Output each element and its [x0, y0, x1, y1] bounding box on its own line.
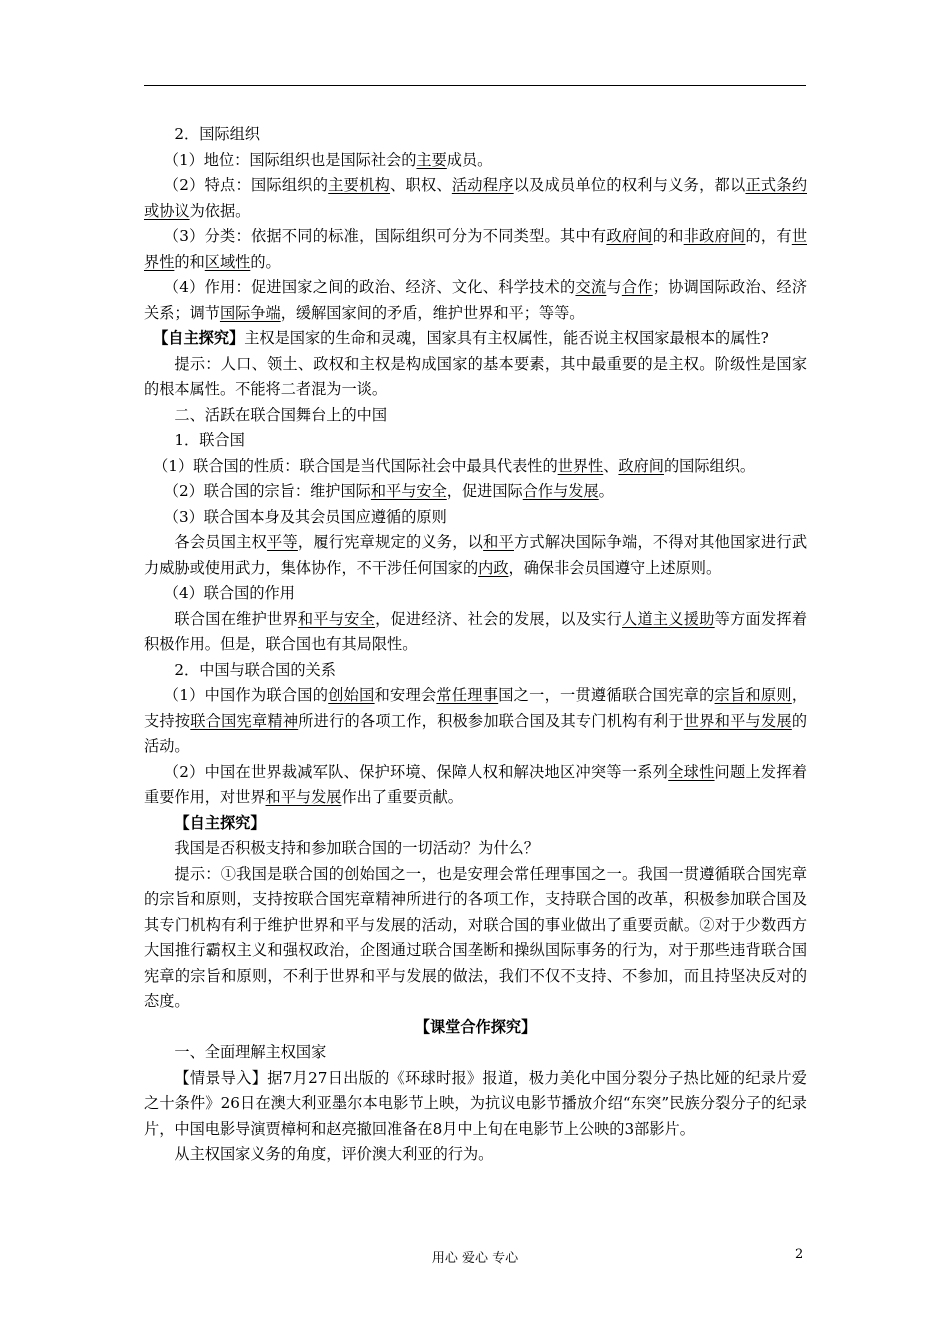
underlined-term: 主要机构	[328, 176, 391, 194]
text-run: （3）分类：依据不同的标准，国际组织可分为不同类型。其中有	[163, 227, 607, 245]
text-run: 、职权、	[390, 176, 452, 194]
text-run: 各会员国主权	[174, 533, 268, 551]
text-run: 的和	[174, 252, 205, 271]
header-rule	[144, 85, 806, 86]
underlined-term: 世界性	[557, 456, 604, 475]
text-run: 与	[606, 278, 622, 296]
underlined-term: 政府间	[618, 456, 664, 475]
text-run: 和安理会	[374, 686, 437, 704]
text-run: （2）中国在世界裁减军队、保护环境、保障人权和解决地区冲突等一系列	[163, 762, 669, 781]
text-run: 二、活跃在联合国舞台上的中国	[174, 405, 388, 424]
text-run: ，确保非会员国遵守上述原则。	[508, 558, 722, 577]
paragraph	[144, 836, 807, 862]
text-run: ，缓解国家间的矛盾，维护世界和平；等等。	[280, 303, 585, 322]
underlined-term: 平等	[267, 533, 298, 551]
paragraph	[144, 505, 807, 531]
text-run: 2．中国与联合国的关系	[174, 660, 336, 679]
text-run: （1）地位：国际组织也是国际社会的	[163, 150, 417, 169]
text-run: 【情景导入】据7月27日出版的《环球时报》报道，极力美化中国分裂分子热比娅的纪录片爱之十条件》26日在澳大利亚墨尔本电影节上映，为抗议电影节播放介绍“东突”民族分裂分子的纪录片，中国电影导演贾樟柯和赵亮撤回准备在8月中上旬在电影节上公映的3部影片。	[144, 1068, 807, 1138]
underlined-term: 创始国	[328, 686, 375, 704]
footer-motto: 用心 爱心 专心	[431, 1251, 519, 1266]
paragraph	[144, 173, 807, 224]
underlined-term: 区域性	[204, 252, 251, 271]
text-run: 的，有	[745, 227, 792, 245]
paragraph	[144, 1015, 807, 1041]
underlined-term: 合作	[621, 278, 653, 296]
text-run: 所进行的各项工作，积极参加联合国及其专门机构有利于	[298, 711, 684, 730]
text-run: 问题上发挥着重要作用，对世界	[144, 762, 807, 806]
paragraph	[144, 1142, 807, 1168]
underlined-term: 和平与发展	[265, 788, 342, 806]
text-run: 的活动。	[144, 711, 808, 755]
text-run: 。	[598, 482, 614, 500]
page-number: 2	[795, 1247, 804, 1262]
underlined-term: 宗旨和原则	[714, 686, 792, 704]
underlined-term: 全球性	[668, 762, 715, 781]
bold-heading: 【课堂合作探究】	[414, 1017, 537, 1036]
paragraph	[144, 1040, 807, 1066]
underlined-term: 世界性	[144, 227, 807, 271]
text-run: 等方面发挥着积极作用。但是，联合国也有其局限性。	[144, 609, 808, 653]
text-run: 成员。	[446, 150, 493, 169]
paragraph	[144, 428, 807, 454]
text-run: 的。	[250, 252, 281, 271]
text-run: （2）特点：国际组织的	[163, 176, 329, 194]
text-run: 以及成员单位的权利与义务，都以	[513, 176, 746, 194]
underlined-term: 人道主义援助	[622, 609, 715, 628]
text-run: （1）中国作为联合国的	[163, 686, 329, 704]
text-run: （1）联合国的性质：联合国是当代国际社会中最具代表性的	[153, 456, 558, 475]
paragraph	[144, 530, 807, 581]
text-run: ；协调国际政治、经济关系；调节	[144, 278, 807, 322]
underlined-term: 联合国宪章精神	[190, 711, 299, 730]
bold-heading: 【自主探究】	[174, 813, 266, 832]
text-run: （3）联合国本身及其会员国应遵循的原则	[163, 507, 447, 526]
paragraph	[144, 607, 807, 658]
paragraph	[144, 148, 807, 174]
paragraph	[144, 683, 807, 760]
text-run: 为依据。	[189, 201, 251, 220]
underlined-term: 内政	[478, 558, 509, 577]
text-run: ，促进国际	[446, 482, 523, 500]
underlined-term: 常任理事	[436, 686, 499, 704]
text-run: 方式解决国际争端，不得对其他国家进行武力威胁或使用武力，集体协作，不干涉任何国家的	[144, 533, 808, 577]
paragraph	[144, 479, 807, 505]
text-run: 1．联合国	[174, 431, 245, 449]
underlined-term: 国际争端	[219, 303, 281, 322]
underlined-term: 活动程序	[451, 176, 514, 194]
text-run: 从主权国家义务的角度，评价澳大利亚的行为。	[174, 1145, 494, 1163]
text-run: 提示：人口、领土、政权和主权是构成国家的基本要素，其中最重要的是主权。阶级性是国家的根本属性。不能将二者混为一谈。	[144, 354, 807, 398]
underlined-term: 非政府间	[683, 227, 746, 245]
text-run: ，履行宪章规定的义务，以	[297, 533, 484, 551]
paragraph	[144, 811, 807, 837]
text-run: 的和	[652, 227, 684, 245]
paragraph	[144, 275, 807, 326]
text-run: 主权是国家的生命和灵魂，国家具有主权属性，能否说主权国家最根本的属性?	[244, 329, 769, 347]
paragraph	[144, 581, 807, 607]
underlined-term: 和平与安全	[370, 482, 447, 500]
text-run: 我国是否积极支持和参加联合国的一切活动？为什么？	[174, 839, 539, 857]
text-run: 国之一，一贯遵循联合国宪章的	[498, 686, 715, 704]
paragraph	[144, 122, 807, 148]
underlined-term: 和平与安全	[297, 609, 376, 628]
text-run: 联合国在维护世界	[174, 609, 298, 628]
underlined-term: 和平	[483, 533, 514, 551]
paragraph	[144, 224, 807, 275]
underlined-term: 交流	[575, 278, 607, 296]
text-run: （4）作用：促进国家之间的政治、经济、文化、科学技术的	[163, 278, 576, 296]
document-body	[144, 122, 807, 1168]
text-run: 一、全面理解主权国家	[174, 1043, 327, 1061]
text-run: 2．国际组织	[174, 125, 260, 143]
paragraph	[144, 760, 807, 811]
underlined-term: 世界和平与发展	[683, 711, 792, 730]
paragraph	[144, 862, 807, 1015]
paragraph	[144, 352, 807, 403]
bold-heading: 【自主探究】	[153, 329, 245, 347]
paragraph	[144, 1066, 807, 1143]
underlined-term: 政府间	[606, 227, 653, 245]
text-run: 、	[603, 456, 619, 475]
paragraph	[144, 454, 807, 480]
underlined-term: 正式条约或协议	[144, 176, 807, 220]
paragraph	[144, 326, 807, 352]
text-run: 提示：①我国是联合国的创始国之一，也是安理会常任理事国之一。我国一贯遵循联合国宪章的宗旨和原则，支持按联合国宪章精神所进行的各项工作，支持联合国的改革，积极参加联合国及其专门机构有利于维护世界和平与发展的活动，对联合国的事业做出了重要贡献。②对于少数西方大国推行霸权主义和强权政治，企图通过联合国垄断和操纵国际事务的行为，对于那些违背联合国宪章的宗旨和原则，不利于世界和平与发展的做法，我们不仅不支持、不参加，而且持坚决反对的态度。	[144, 864, 807, 1010]
paragraph	[144, 403, 807, 429]
text-run: （2）联合国的宗旨：维护国际	[163, 482, 371, 500]
text-run: ，促进经济、社会的发展，以及实行	[375, 609, 623, 628]
text-run: 的国际组织。	[663, 456, 756, 475]
underlined-term: 主要	[416, 150, 447, 169]
text-run: ，支持按	[144, 686, 807, 730]
text-run: 作出了重要贡献。	[341, 788, 463, 806]
text-run: （4）联合国的作用	[163, 584, 295, 602]
paragraph	[144, 658, 807, 684]
underlined-term: 合作与发展	[522, 482, 599, 500]
